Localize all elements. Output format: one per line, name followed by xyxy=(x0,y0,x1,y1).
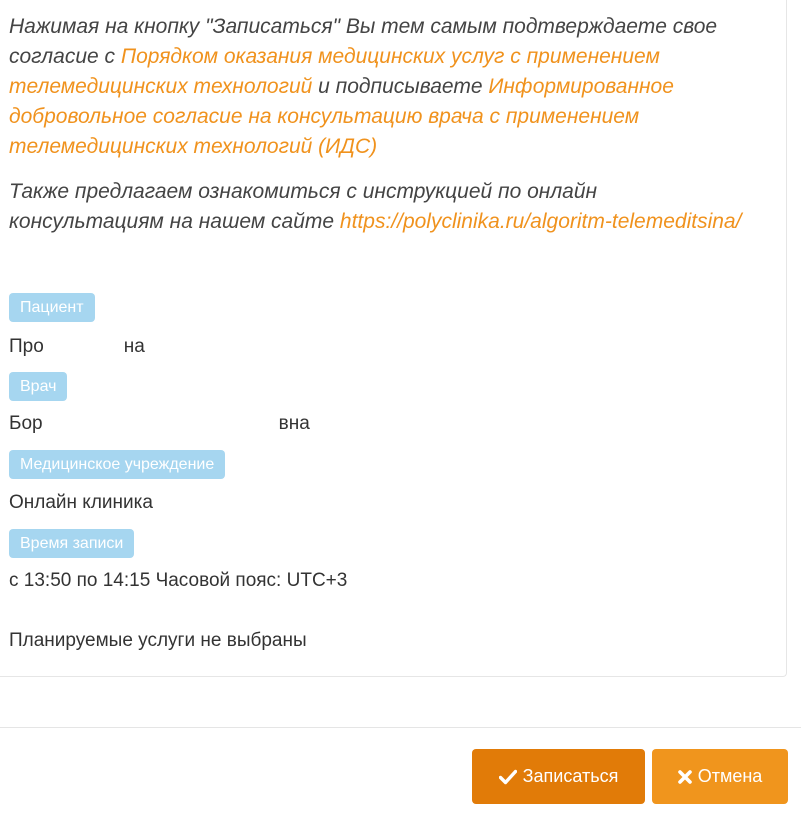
checkmark-icon xyxy=(499,769,517,785)
x-mark-icon xyxy=(678,770,692,784)
doctor-name-end: вна xyxy=(278,413,310,434)
cancel-button[interactable] xyxy=(652,749,788,804)
patient-name-end: на xyxy=(123,336,145,357)
consent-text xyxy=(9,12,749,237)
procedure-link[interactable]: Порядком оказания медицинских услуг с применением телемедицинских технологий xyxy=(9,45,660,98)
doctor-name xyxy=(9,412,310,436)
patient-name-start: Про xyxy=(9,336,44,357)
patient-label: Пациент xyxy=(9,293,95,322)
appointment-time: с 13:50 по 14:15 Часовой пояс: UTC+3 xyxy=(9,570,348,591)
footer-divider xyxy=(0,727,801,728)
consent-text-middle: и подписываете xyxy=(312,75,489,98)
consent-text-start: Нажимая на кнопку "Записаться" Вы тем самым подтверждаете свое согласие с xyxy=(9,15,718,68)
instructions-link[interactable]: https://polyclinika.ru/algoritm-telemeditsina/ xyxy=(339,210,742,233)
patient-name xyxy=(9,335,145,359)
submit-button[interactable] xyxy=(472,749,645,804)
doctor-name-start: Бор xyxy=(9,413,43,434)
informed-consent-link[interactable]: Информированное добровольное согласие на консультацию врача с применением телемедицинских технологий (ИДС) xyxy=(9,75,674,158)
clinic-name: Онлайн клиника xyxy=(9,492,153,513)
cancel-button-label: Отмена xyxy=(697,766,763,786)
submit-button-label: Записаться xyxy=(522,766,619,786)
instructions-paragraph xyxy=(9,177,749,237)
instructions-text: Также предлагаем ознакомиться с инструкцией по онлайн консультациям на нашем сайте xyxy=(9,180,598,233)
consent-paragraph xyxy=(9,12,749,162)
doctor-label: Врач xyxy=(9,372,67,401)
time-label: Время записи xyxy=(9,529,134,558)
services-note: Планируемые услуги не выбраны xyxy=(9,630,307,651)
clinic-label: Медицинское учреждение xyxy=(9,450,225,479)
